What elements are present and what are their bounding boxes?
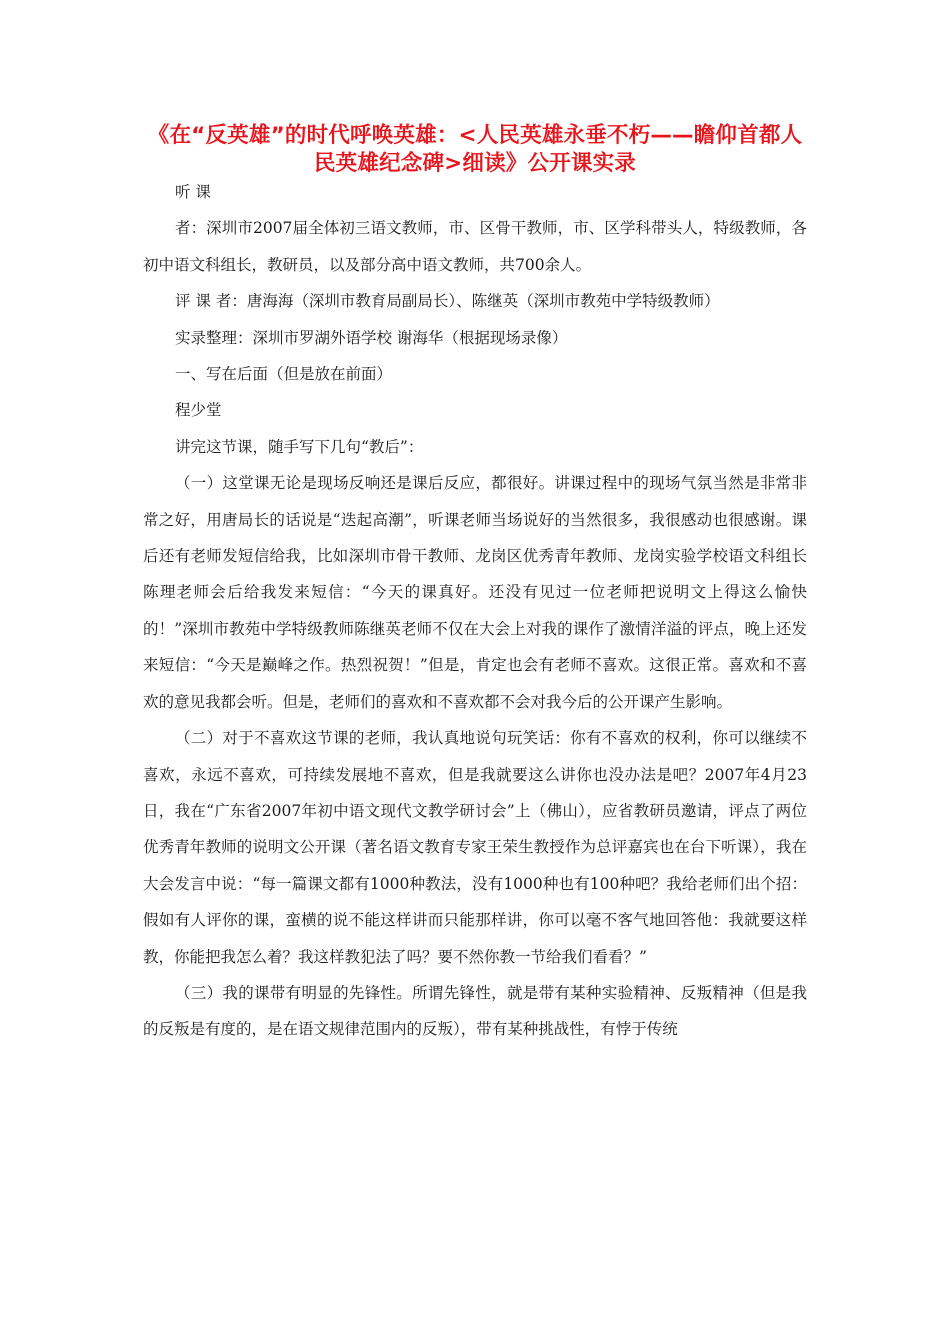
- paragraph-listeners: 者：深圳市2007届全体初三语文教师，市、区骨干教师，市、区学科带头人，特级教师，各初中语文科组长，教研员，以及部分高中语文教师，共700余人。: [143, 219, 807, 274]
- paragraph-intro: 讲完这节课，随手写下几句“教后”：: [175, 437, 424, 456]
- paragraph-transcriber: 实录整理：深圳市罗湖外语学校 谢海华（根据现场录像）: [175, 328, 568, 347]
- paragraph-reviewers: 评 课 者：唐海海（深圳市教育局副局长）、陈继英（深圳市教苑中学特级教师）: [175, 292, 720, 311]
- section-heading: 一、写在后面（但是放在前面）: [175, 365, 393, 384]
- document-body: [143, 174, 807, 1048]
- paragraph-point-2: （二）对于不喜欢这节课的老师，我认真地说句玩笑话：你有不喜欢的权利，你可以继续不喜欢，永远不喜欢，可持续发展地不喜欢，但是我就要这么讲你也没办法是吧？2007年4月23日，我在“广东省2007年初中语文现代文教学研讨会”上（佛山），应省教研员邀请，评点了两位优秀青年教师的说明文公开课（著名语文教育专家王荣生教授作为总评嘉宾也在台下听课），我在大会发言中说：“每一篇课文都有1000种教法，没有1000种也有100种吧？我给老师们出个招：假如有人评你的课，蛮横的说不能这样讲而只能那样讲，你可以毫不客气地回答他：我就要这样教，你能把我怎么着？我这样教犯法了吗？要不然你教一节给我们看看？”: [143, 729, 807, 966]
- paragraph-point-1: （一）这堂课无论是现场反响还是课后反应，都很好。讲课过程中的现场气氛当然是非常非常之好，用唐局长的话说是“迭起高潮”，听课老师当场说好的当然很多，我很感动也很感谢。课后还有老师发短信给我，比如深圳市骨干教师、龙岗区优秀青年教师、龙岗实验学校语文科组长陈理老师会后给我发来短信：“今天的课真好。还没有见过一位老师把说明文上得这么愉快的！”深圳市教苑中学特级教师陈继英老师不仅在大会上对我的课作了激情洋溢的评点，晚上还发来短信：“今天是巅峰之作。热烈祝贺！”但是，肯定也会有老师不喜欢。这很正常。喜欢和不喜欢的意见我都会听。但是，老师们的喜欢和不喜欢都不会对我今后的公开课产生影响。: [143, 474, 807, 711]
- paragraph-listener-label: 听 课: [175, 183, 211, 201]
- author-name: 程少堂: [175, 401, 222, 420]
- paragraph-point-3: （三）我的课带有明显的先锋性。所谓先锋性，就是带有某种实验精神、反叛精神（但是我的反叛是有度的，是在语文规律范围内的反叛），带有某种挑战性，有悖于传统: [143, 983, 807, 1039]
- document-title: 《在“反英雄”的时代呼唤英雄：<人民英雄永垂不朽——瞻仰首都人民英雄纪念碑>细读》公开课实录: [147, 123, 803, 176]
